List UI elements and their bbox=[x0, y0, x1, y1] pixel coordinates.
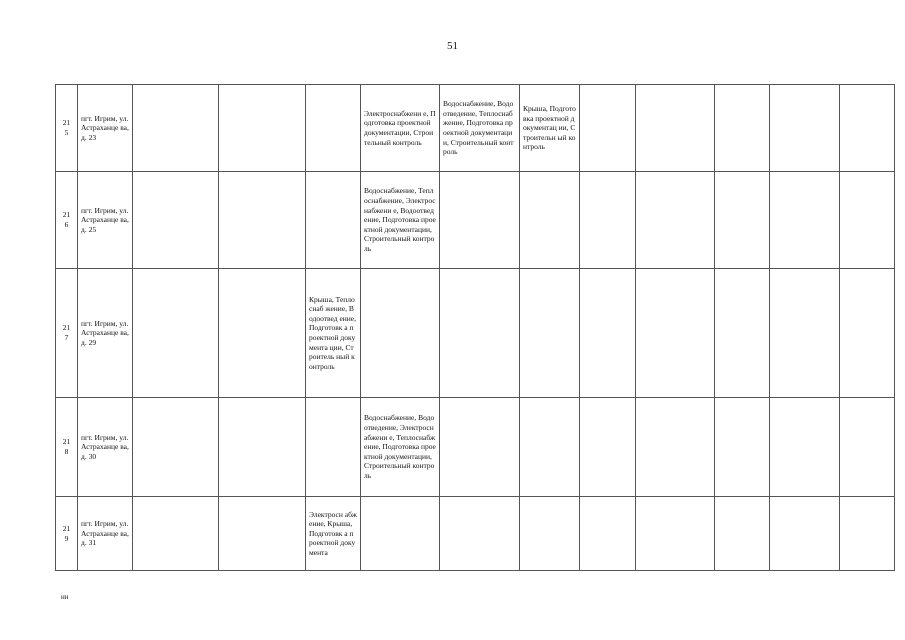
empty-cell bbox=[133, 85, 219, 172]
empty-cell bbox=[636, 269, 715, 398]
empty-cell bbox=[133, 398, 219, 497]
empty-cell bbox=[770, 398, 840, 497]
works-cell bbox=[440, 172, 520, 269]
empty-cell bbox=[840, 398, 895, 497]
empty-cell bbox=[133, 172, 219, 269]
address-cell: пгт. Игрим, ул. Астраханце ва, д. 29 bbox=[78, 269, 133, 398]
empty-cell bbox=[219, 398, 306, 497]
table-body bbox=[56, 85, 895, 571]
row-number-cell: 21 5 bbox=[56, 85, 78, 172]
works-cell bbox=[520, 398, 580, 497]
works-cell: Водоснабжение, Водоотведение, Электроснабжени е, Теплоснабжение, Подготовка проектной документации, Строительный контроль bbox=[361, 398, 440, 497]
empty-cell bbox=[580, 85, 636, 172]
empty-cell bbox=[840, 497, 895, 571]
works-cell bbox=[306, 398, 361, 497]
address-cell: пгт. Игрим, ул. Астраханце ва, д. 23 bbox=[78, 85, 133, 172]
works-cell bbox=[520, 172, 580, 269]
address-cell: пгт. Игрим, ул. Астраханце ва, д. 30 bbox=[78, 398, 133, 497]
works-cell bbox=[306, 172, 361, 269]
row-number-cell: 21 8 bbox=[56, 398, 78, 497]
address-cell: пгт. Игрим, ул. Астраханце ва, д. 25 bbox=[78, 172, 133, 269]
row-number-cell: 21 6 bbox=[56, 172, 78, 269]
works-cell bbox=[306, 85, 361, 172]
page-number: 51 bbox=[447, 40, 458, 52]
empty-cell bbox=[770, 172, 840, 269]
empty-cell bbox=[580, 172, 636, 269]
empty-cell bbox=[840, 172, 895, 269]
empty-cell bbox=[770, 269, 840, 398]
empty-cell bbox=[636, 398, 715, 497]
empty-cell bbox=[636, 497, 715, 571]
empty-cell bbox=[219, 85, 306, 172]
empty-cell bbox=[133, 269, 219, 398]
row-number-cell: 21 7 bbox=[56, 269, 78, 398]
empty-cell bbox=[715, 172, 770, 269]
empty-cell bbox=[580, 269, 636, 398]
works-cell: Крыша, Теплоснаб жение, Водоотвед ение, Подготовк а проектной документа ции, Строитель ный контроль bbox=[306, 269, 361, 398]
table-row bbox=[56, 398, 895, 497]
empty-cell bbox=[840, 269, 895, 398]
works-cell: Электроснабжени е, Подготовка проектной документации, Строительный контроль bbox=[361, 85, 440, 172]
works-cell bbox=[361, 269, 440, 398]
works-cell bbox=[440, 398, 520, 497]
empty-cell bbox=[636, 172, 715, 269]
empty-cell bbox=[580, 497, 636, 571]
works-cell bbox=[520, 269, 580, 398]
row-number-cell: 21 9 bbox=[56, 497, 78, 571]
empty-cell bbox=[715, 398, 770, 497]
empty-cell bbox=[770, 497, 840, 571]
empty-cell bbox=[219, 497, 306, 571]
works-cell bbox=[440, 269, 520, 398]
empty-cell bbox=[840, 85, 895, 172]
empty-cell bbox=[133, 497, 219, 571]
table-row bbox=[56, 269, 895, 398]
empty-cell bbox=[715, 85, 770, 172]
table-row bbox=[56, 172, 895, 269]
empty-cell bbox=[636, 85, 715, 172]
works-cell bbox=[520, 497, 580, 571]
data-table bbox=[55, 84, 895, 571]
empty-cell bbox=[219, 269, 306, 398]
address-cell: пгт. Игрим, ул. Астраханце ва, д. 31 bbox=[78, 497, 133, 571]
table-row bbox=[56, 85, 895, 172]
works-cell: Водоснабжение, Водоотведение, Теплоснабжение, Подготовка проектной документации, Строительный контроль bbox=[440, 85, 520, 172]
empty-cell bbox=[715, 269, 770, 398]
empty-cell bbox=[715, 497, 770, 571]
works-cell bbox=[361, 497, 440, 571]
works-cell: Электросн абжение, Крыша, Подготовк а проектной документа bbox=[306, 497, 361, 571]
empty-cell bbox=[770, 85, 840, 172]
footer-mark: нн bbox=[61, 593, 69, 601]
table-row bbox=[56, 497, 895, 571]
works-cell: Водоснабжение, Теплоснабжение, Электроснабжени е, Водоотведение, Подготовка проектной документации, Строительный контроль bbox=[361, 172, 440, 269]
works-cell: Крыша, Подготовка проектной документац ии, Строительн ый контроль bbox=[520, 85, 580, 172]
empty-cell bbox=[580, 398, 636, 497]
works-cell bbox=[440, 497, 520, 571]
empty-cell bbox=[219, 172, 306, 269]
